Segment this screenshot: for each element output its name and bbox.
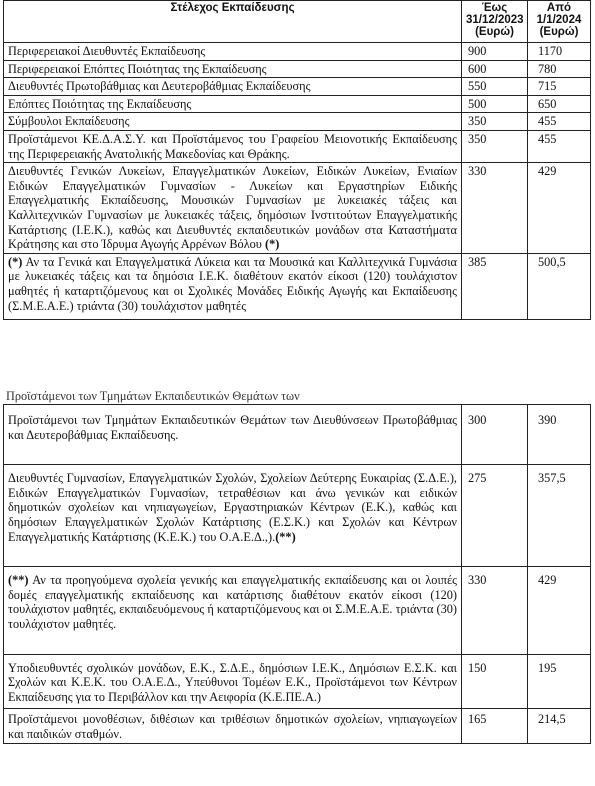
row-new-value: 195 (528, 654, 591, 709)
row-new-value: 357,5 (528, 465, 591, 567)
allowance-table-top (3, 0, 591, 320)
allowance-table-bottom (3, 404, 591, 744)
row-new-value: 1170 (528, 43, 591, 61)
header-until-2023: Έως 31/12/2023 (Ευρώ) (462, 1, 528, 43)
table-row (4, 405, 591, 465)
row-desc-text: Αν τα Γενικά και Επαγγελματικά Λύκεια και τα Μουσικά και Καλλιτεχνικά Γυμνάσια με λυκειακές τάξεις και τα δημόσια Ι.Ε.Κ. διαθέτουν εκατόν είκοσι (120) τουλάχιστον μαθητές ή καταρτιζόμενους και οι Σχολικές Μονάδες Ειδικής Αγωγής και Εκπαίδευσης (Σ.Μ.Ε.Α.Ε.) τριάντα (30) τουλάχιστον μαθητές (8, 254, 457, 313)
table-row (4, 60, 591, 78)
row-new-value: 650 (528, 95, 591, 113)
row-old-value: 350 (462, 113, 528, 131)
row-new-value: 715 (528, 78, 591, 96)
row-old-value: 300 (462, 405, 528, 465)
row-new-value: 500,5 (528, 253, 591, 319)
row-old-value: 165 (462, 709, 528, 743)
footnote-mark: (*) (8, 254, 23, 269)
row-desc: Προϊστάμενοι μονοθέσιων, διθέσιων και τριθέσιων δημοτικών σχολείων, νηπιαγωγείων και παιδικών σταθμών. (4, 709, 462, 743)
row-desc: Περιφερειακοί Διευθυντές Εκπαίδευσης (4, 43, 462, 61)
row-new-value: 390 (528, 405, 591, 465)
row-desc-text: Αν τα προηγούμενα σχολεία γενικής και επαγγελματικής εκπαίδευσης και οι λοιπές δομές επαγγελματικής εκπαίδευσης και κατάρτισης διαθέτουν εκατόν είκοσι (120) τουλάχιστον μαθητές, εκπαιδευόμενους ή καταρτιζόμενους και οι Σ.Μ.Ε.Α.Ε. τριάντα (30) τουλάχιστον μαθητές. (8, 573, 457, 631)
cut-off-text: Προϊστάμενοι των Τμημάτων Εκπαιδευτικών Θεμάτων των (6, 389, 300, 403)
header-from-2024: Από 1/1/2024 (Ευρώ) (528, 1, 591, 43)
row-old-value: 550 (462, 78, 528, 96)
row-new-value: 429 (528, 163, 591, 254)
row-old-value: 350 (462, 130, 528, 162)
header-staff: Στέλεχος Εκπαίδευσης (4, 1, 462, 43)
table-row (4, 43, 591, 61)
footnote-mark: (*) (264, 237, 280, 252)
footnote-mark: (**) (8, 573, 29, 588)
row-old-value: 330 (462, 567, 528, 654)
cut-off-line (6, 389, 466, 404)
row-desc-text: Διευθυντές Γενικών Λυκείων, Επαγγελματικών Λυκείων, Ειδικών Λυκείων, Ενιαίων Ειδικών Επαγγελματικών Γυμνασίων - Λυκείων και Εργαστηρίων Ειδικής Επαγγελματικής Εκπαίδευσης, Μουσικών Γυμνασίων με λυκειακές τάξεις και Καλλιτεχνικών Γυμνασίων με λυκειακές τάξεις, δημόσιων Ινστιτούτων Επαγγελματικής Κατάρτισης (Ι.Ε.Κ.), καθώς και Διευθυντές εκπαιδευτικών μονάδων στα Καταστήματα Κράτησης και στο Ίδρυμα Αγωγής Αρρένων Βόλου (8, 164, 457, 252)
table-row (4, 130, 591, 162)
row-old-value: 330 (462, 163, 528, 254)
footnote-mark: (**) (275, 529, 296, 544)
row-old-value: 275 (462, 465, 528, 567)
row-desc: Προϊστάμενοι των Τμημάτων Εκπαιδευτικών Θεμάτων των Διευθύνσεων Πρωτοβάθμιας και Δευτεροβάθμιας Εκπαίδευσης. (4, 405, 462, 465)
table-row (4, 567, 591, 654)
row-desc: Επόπτες Ποιότητας της Εκπαίδευσης (4, 95, 462, 113)
row-old-value: 150 (462, 654, 528, 709)
row-desc (4, 567, 462, 654)
row-desc: Σύμβουλοι Εκπαίδευσης (4, 113, 462, 131)
row-old-value: 385 (462, 253, 528, 319)
table-row (4, 163, 591, 254)
row-desc: Υποδιευθυντές σχολικών μονάδων, Ε.Κ., Σ.Δ.Ε., δημόσιων Ι.Ε.Κ., Δημόσιων Ε.Σ.Κ. και Σχολών και Κ.Ε.Κ. του Ο.Α.Ε.Δ., Υπεύθυνοι Τομέων Ε.Κ., Προϊστάμενοι των Κέντρων Εκπαίδευσης για το Περιβάλλον και την Αειφορία (Κ.Ε.ΠΕ.Α.) (4, 654, 462, 709)
row-new-value: 214,5 (528, 709, 591, 743)
table-row (4, 113, 591, 131)
row-desc (4, 163, 462, 254)
row-new-value: 455 (528, 130, 591, 162)
row-new-value: 780 (528, 60, 591, 78)
table-row (4, 253, 591, 319)
table-row (4, 654, 591, 709)
row-desc: Διευθυντές Πρωτοβάθμιας και Δευτεροβάθμιας Εκπαίδευσης (4, 78, 462, 96)
table-row (4, 95, 591, 113)
row-new-value: 455 (528, 113, 591, 131)
table-row (4, 465, 591, 567)
row-desc (4, 465, 462, 567)
row-old-value: 900 (462, 43, 528, 61)
row-desc-text: Διευθυντές Γυμνασίων, Επαγγελματικών Σχολών, Σχολείων Δεύτερης Ευκαιρίας (Σ.Δ.Ε.), Ειδικών Επαγγελματικών Γυμνασίων, τετραθέσιων και άνω γενικών και ειδικών δημοτικών σχολείων και νηπιαγωγείων, Εργαστηριακών Κέντρων (Ε.Κ.), καθώς και δημόσιων Επαγγελματικών Σχολών Κατάρτισης (Ε.Σ.Κ.) και Σχολών και Κέντρων Επαγγελματικής Κατάρτισης (Κ.Ε.Κ.) του Ο.Α.Ε.Δ.,). (8, 471, 457, 544)
table-header-row (4, 1, 591, 43)
row-old-value: 500 (462, 95, 528, 113)
row-desc (4, 253, 462, 319)
row-desc: Προϊστάμενοι ΚΕ.Δ.Α.Σ.Υ. και Προϊστάμενος του Γραφείου Μειονοτικής Εκπαίδευσης της Περιφερειακής Ανατολικής Μακεδονίας και Θράκης. (4, 130, 462, 162)
table-row (4, 78, 591, 96)
row-old-value: 600 (462, 60, 528, 78)
table-row (4, 709, 591, 743)
row-new-value: 429 (528, 567, 591, 654)
row-desc: Περιφερειακοί Επόπτες Ποιότητας της Εκπαίδευσης (4, 60, 462, 78)
